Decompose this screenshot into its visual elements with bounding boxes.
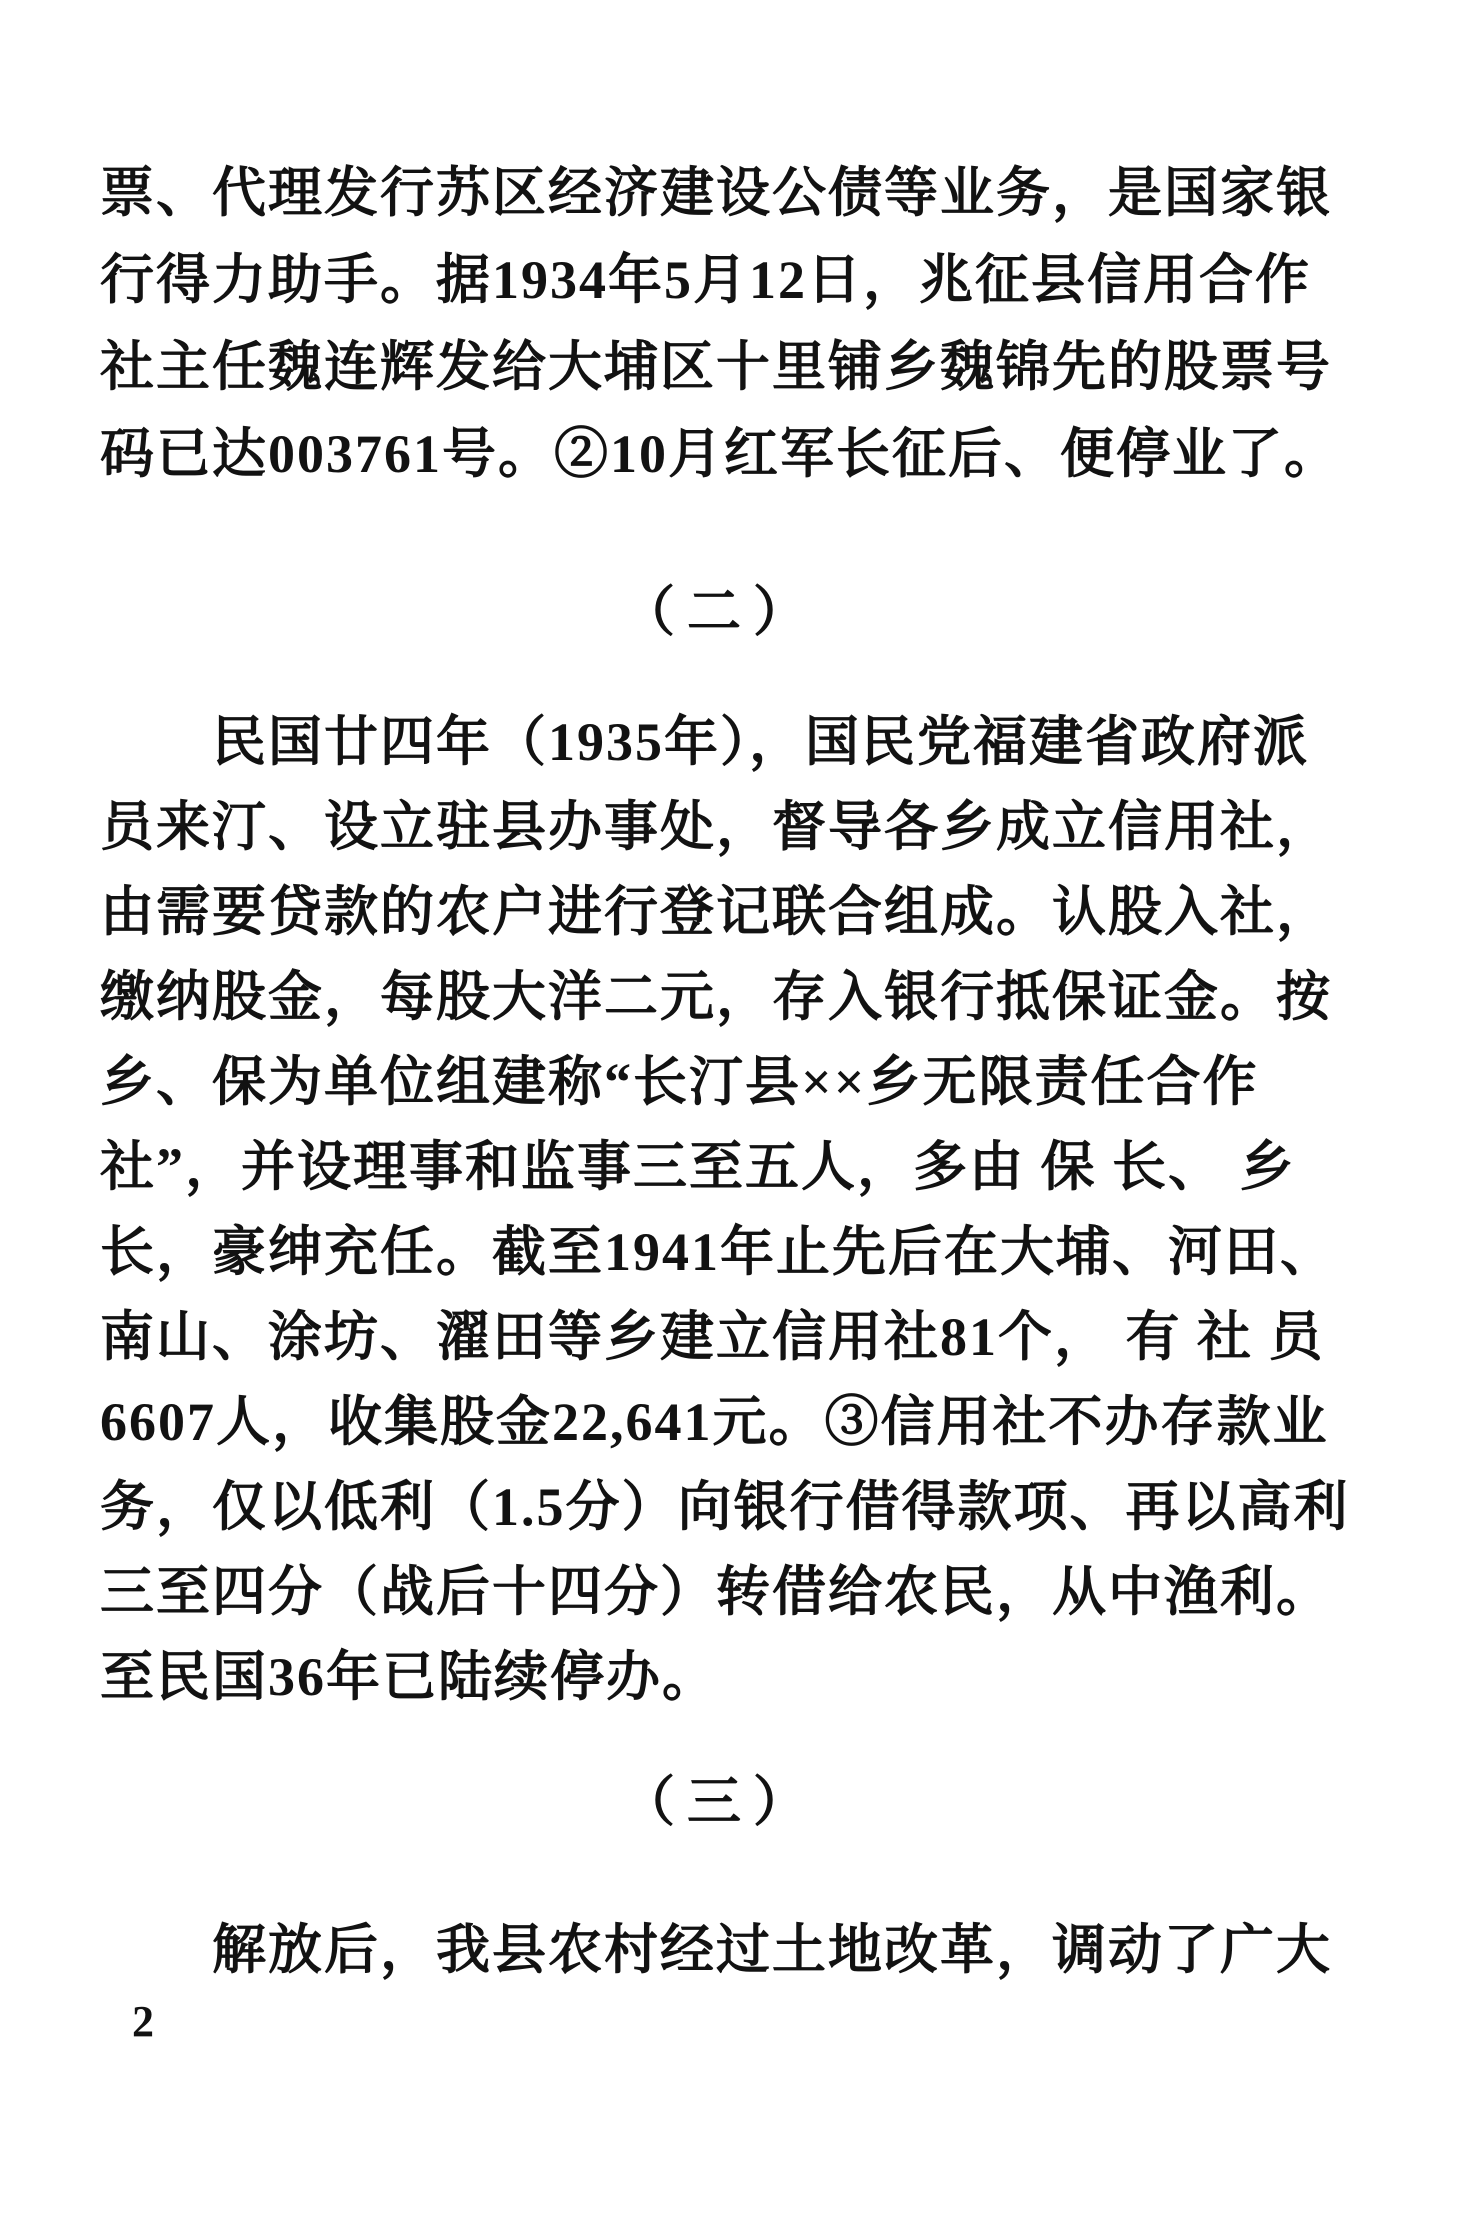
- paragraph-section-three: [100, 1908, 1355, 1993]
- text-line: 务，仅以低利（1.5分）向银行借得款项、再以高利: [100, 1477, 1350, 1537]
- page-number: 2: [132, 1997, 154, 2046]
- text-line: 员来汀、设立驻县办事处，督导各乡成立信用社，: [100, 797, 1332, 857]
- text-line: 南山、涂坊、濯田等乡建立信用社81个， 有 社 员: [100, 1307, 1325, 1367]
- section-heading-two: （二）: [621, 582, 819, 642]
- text-line: 行得力助手。据1934年5月12日，兆征县信用合作: [100, 250, 1311, 310]
- text-line: 三至四分（战后十四分）转借给农民，从中渔利。: [100, 1562, 1332, 1622]
- text-line: 解放后，我县农村经过土地改革，调动了广大: [212, 1920, 1332, 1980]
- text-line: 至民国36年已陆续停办。: [100, 1647, 718, 1707]
- section-heading-three: （三）: [621, 1772, 819, 1832]
- text-line: 票、代理发行苏区经济建设公债等业务，是国家银: [100, 163, 1332, 223]
- text-line: 6607人，收集股金22,641元。③信用社不办存款业: [100, 1392, 1329, 1452]
- text-line: 社主任魏连辉发给大埔区十里铺乡魏锦先的股票号: [100, 337, 1332, 397]
- text-line: 码已达003761号。②10月红军长征后、便停业了。: [100, 424, 1340, 484]
- text-line: 社”，并设理事和监事三至五人，多由 保 长、 乡: [100, 1137, 1296, 1197]
- text-line: 民国廿四年（1935年），国民党福建省政府派: [212, 712, 1309, 772]
- text-line: 乡、保为单位组建称“长汀县××乡无限责任合作: [100, 1052, 1259, 1112]
- text-line: 由需要贷款的农户进行登记联合组成。认股入社，: [100, 882, 1332, 942]
- text-line: 缴纳股金，每股大洋二元，存入银行抵保证金。按: [100, 967, 1332, 1027]
- paragraph-continuation: [100, 150, 1355, 498]
- paragraph-section-two: [100, 700, 1355, 1720]
- text-line: 长，豪绅充任。截至1941年止先后在大埔、河田、: [100, 1222, 1336, 1282]
